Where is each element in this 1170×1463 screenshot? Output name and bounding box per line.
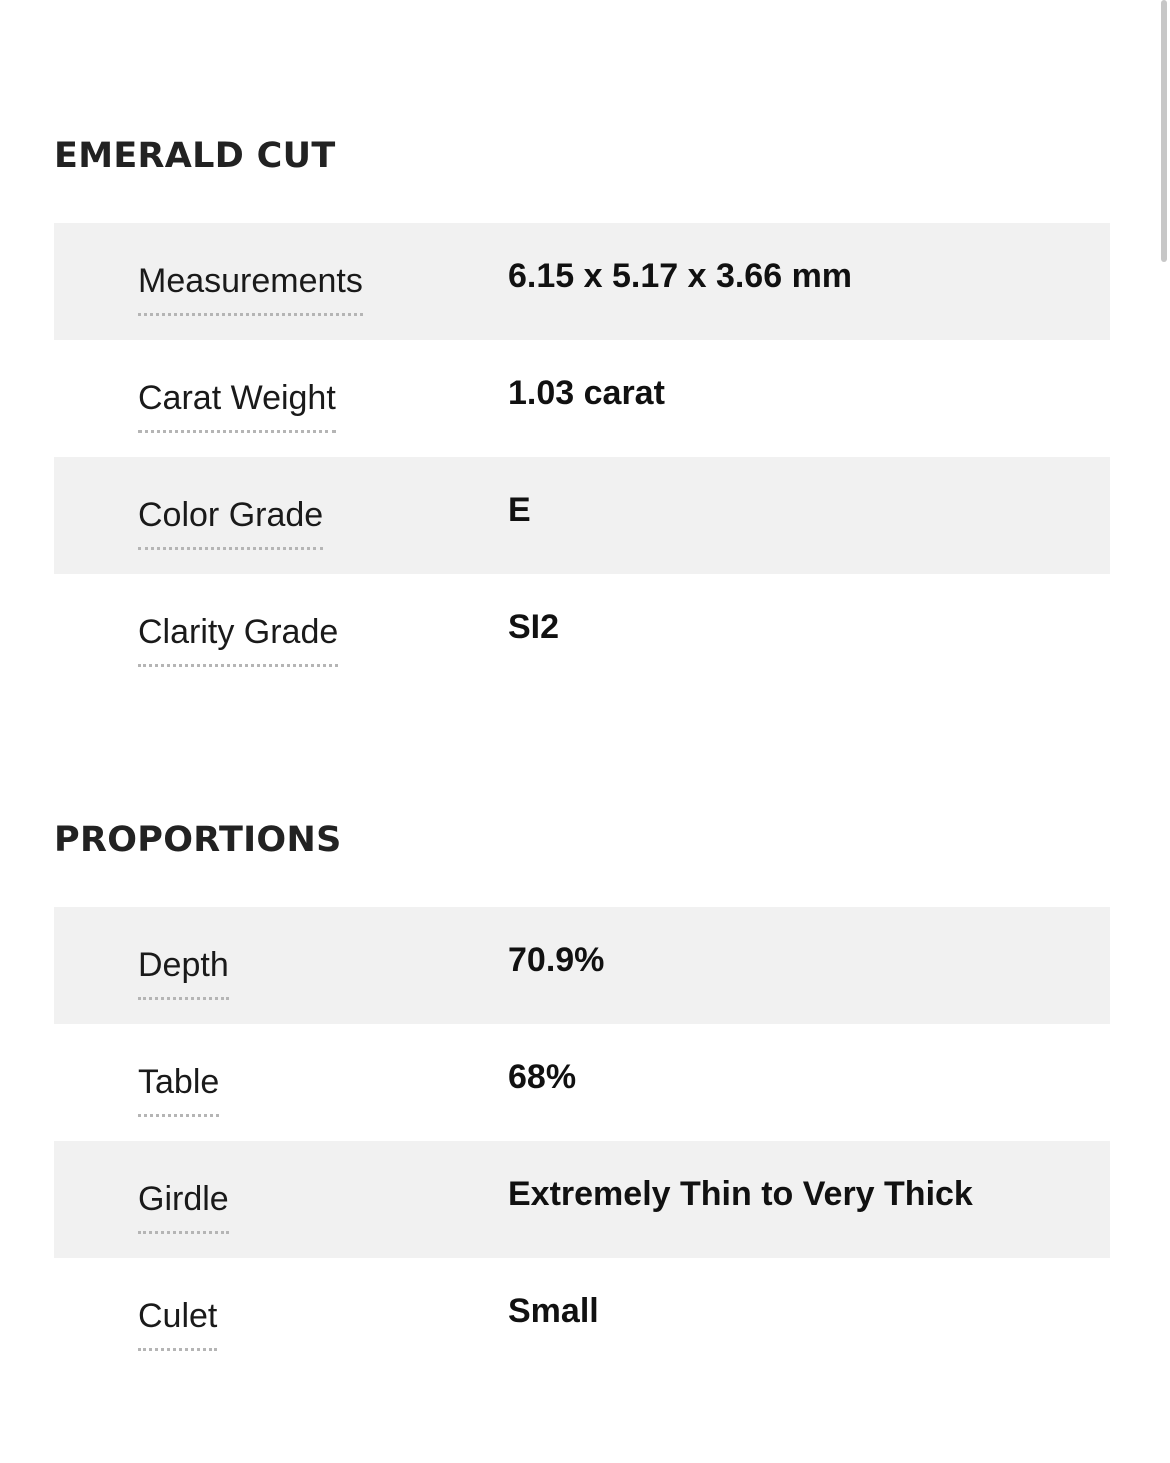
spec-row-culet [54, 1258, 1110, 1375]
spec-label-girdle[interactable]: Girdle [138, 1179, 229, 1234]
spec-row-girdle [54, 1141, 1110, 1258]
spec-label-table[interactable]: Table [138, 1062, 219, 1117]
section-heading: EMERALD CUT [54, 136, 336, 176]
spec-value-table: 68% [508, 1058, 577, 1096]
emerald-cut-section [54, 136, 1110, 651]
spec-label-culet[interactable]: Culet [138, 1296, 217, 1351]
section-heading: PROPORTIONS [54, 820, 342, 860]
spec-row-measurements [54, 223, 1110, 340]
spec-value-carat-weight: 1.03 carat [508, 374, 665, 412]
spec-label-color-grade[interactable]: Color Grade [138, 495, 323, 550]
spec-row-carat-weight [54, 340, 1110, 457]
specs-table [54, 223, 1110, 691]
spec-value-color-grade: E [508, 491, 531, 529]
spec-value-clarity-grade: SI2 [508, 608, 560, 646]
spec-value-measurements: 6.15 x 5.17 x 3.66 mm [508, 257, 853, 295]
spec-value-depth: 70.9% [508, 941, 605, 979]
scrollbar[interactable] [1160, 0, 1170, 1463]
scrollbar-thumb[interactable] [1161, 0, 1167, 262]
proportions-table [54, 907, 1110, 1375]
spec-row-clarity-grade [54, 574, 1110, 691]
spec-value-culet: Small [508, 1292, 599, 1330]
proportions-section [54, 820, 1110, 1335]
spec-value-girdle: Extremely Thin to Very Thick [508, 1175, 973, 1213]
spec-label-measurements[interactable]: Measurements [138, 261, 363, 316]
spec-label-depth[interactable]: Depth [138, 945, 229, 1000]
spec-row-color-grade [54, 457, 1110, 574]
spec-row-depth [54, 907, 1110, 1024]
spec-row-table [54, 1024, 1110, 1141]
spec-label-carat-weight[interactable]: Carat Weight [138, 378, 336, 433]
spec-label-clarity-grade[interactable]: Clarity Grade [138, 612, 338, 667]
